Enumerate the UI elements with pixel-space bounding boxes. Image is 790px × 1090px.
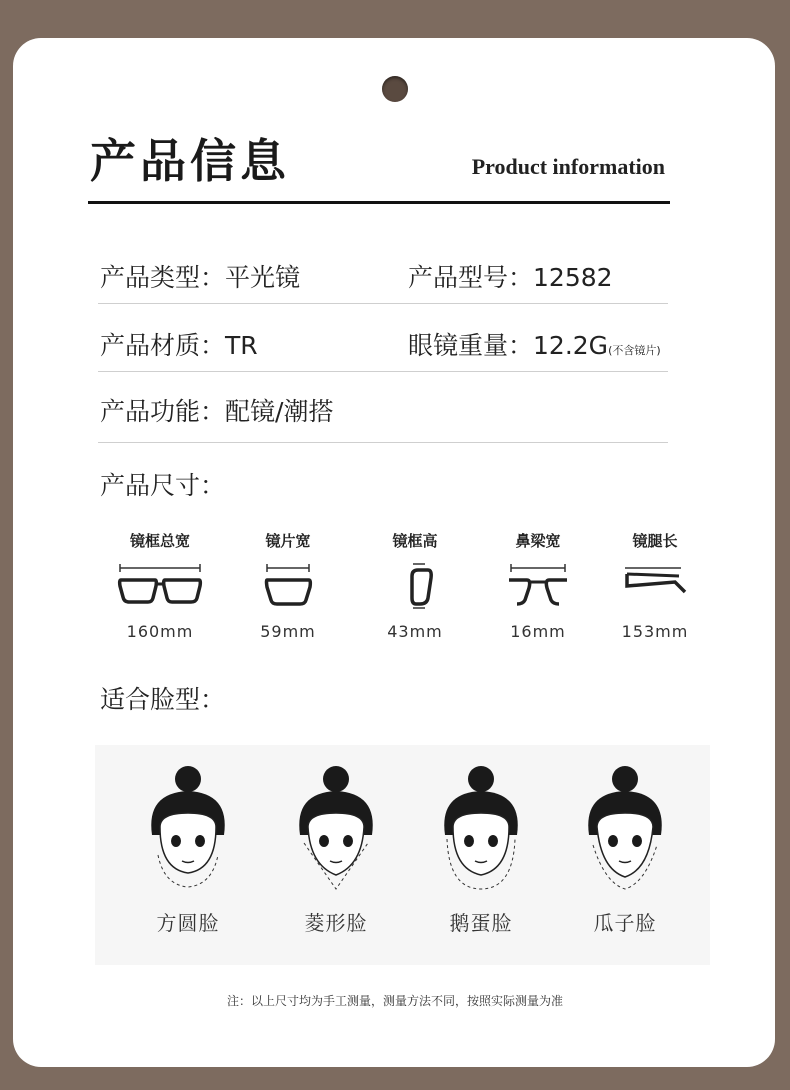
face-round-square: 方圆脸: [118, 765, 258, 936]
page-subtitle: Product information: [471, 154, 665, 179]
face-heading: 适合脸型：: [100, 685, 226, 714]
size-heading: 产品尺寸：: [100, 471, 226, 500]
face-oval: 鹅蛋脸: [411, 765, 551, 936]
face-avatar-icon: [431, 765, 531, 895]
bridge-width-icon: [503, 560, 573, 610]
face-heart: 瓜子脸: [555, 765, 695, 936]
dim-frame-width: 镜框总宽 160mm: [100, 530, 220, 641]
dim-bridge-width: 鼻梁宽 16mm: [478, 530, 598, 641]
frame-height-icon: [380, 560, 450, 610]
page-title: 产品信息: [90, 134, 290, 188]
face-diamond: 菱形脸: [266, 765, 406, 936]
dim-frame-height: 镜框高 43mm: [355, 530, 475, 641]
frame-width-icon: [115, 560, 205, 610]
hang-hole: [382, 76, 408, 102]
spec-type: 产品类型：平光镜: [100, 263, 301, 292]
row-divider: [98, 303, 668, 304]
dim-temple-length: 镜腿长 153mm: [595, 530, 715, 641]
spec-weight: 眼镜重量：12.2G(不含镜片): [408, 331, 661, 360]
lens-width-icon: [253, 560, 323, 610]
temple-length-icon: [615, 560, 695, 610]
weight-note: (不含镜片): [608, 344, 661, 357]
face-avatar-icon: [286, 765, 386, 895]
row-divider: [98, 371, 668, 372]
dim-lens-width: 镜片宽 59mm: [228, 530, 348, 641]
title-divider: [88, 201, 670, 204]
spec-function: 产品功能：配镜/潮搭: [100, 397, 334, 426]
spec-model: 产品型号：12582: [408, 263, 613, 292]
spec-material: 产品材质：TR: [100, 331, 258, 360]
face-avatar-icon: [575, 765, 675, 895]
footer-note: 注：以上尺寸均为手工测量，测量方法不同，按照实际测量为准: [226, 994, 563, 1008]
face-avatar-icon: [138, 765, 238, 895]
row-divider: [98, 442, 668, 443]
